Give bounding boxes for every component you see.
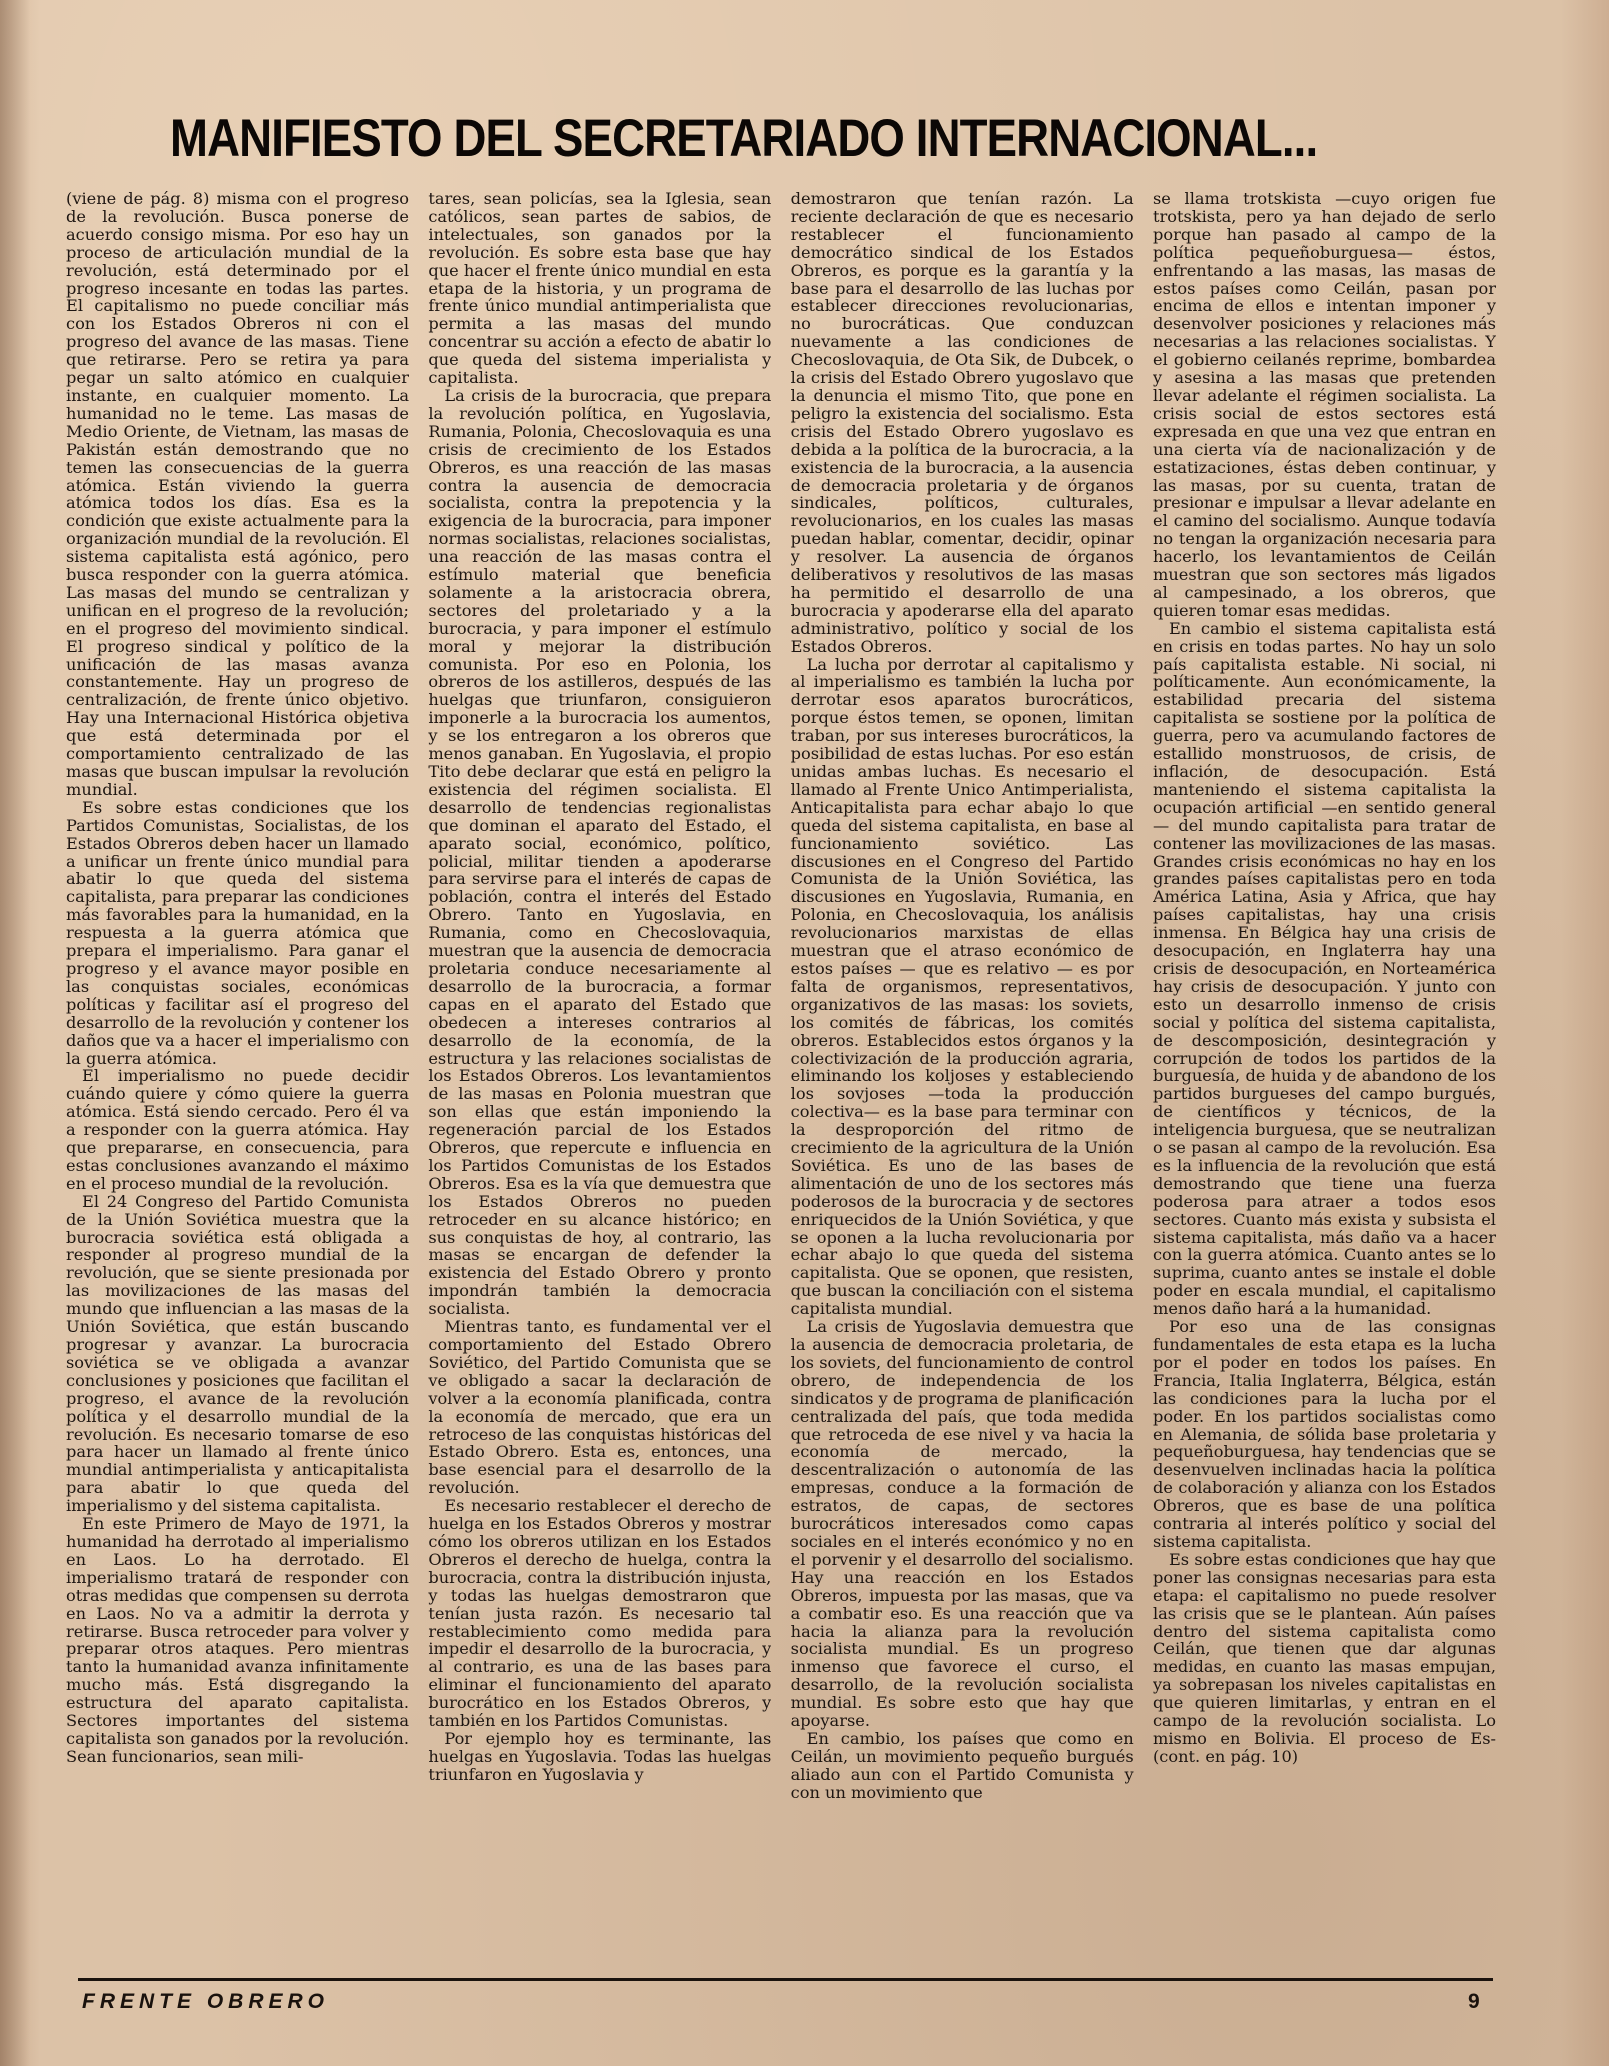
paragraph: En cambio, los países que como en Ceilán, un movimiento pequeño burgués aliado aun con el Partido Comunista y con un movimiento que	[790, 1728, 1134, 1802]
paragraph: El imperialismo no puede decidir cuándo quiere y cómo quiere la guerra atómica. Está siendo cercado. Pero él va a responder con la guerra atómica. Hay que prepararse, en consecuencia, para estas conclusiones avanzando el máximo en el proceso mundial de la revolución.	[66, 1066, 409, 1193]
headline: MANIFIESTO DEL SECRETARIADO INTERNACIONAL...	[170, 109, 1318, 168]
paragraph: Es necesario restablecer el derecho de huelga en los Estados Obreros y mostrar cómo los obreros utilizan en los Estados Obreros el derecho de huelga, contra la burocracia, contra la distribución injusta, y todas las huelgas demostraron que tenían justa razón. Es necesario tal restablecimiento como medida para impedir el desarrollo de la burocracia, y al contrario, es una de las bases para eliminar el funcionamiento del aparato burocrático en los Estados Obreros, y también en los Partidos Comunistas.	[428, 1496, 772, 1731]
page-number: 9	[1468, 1990, 1480, 2013]
paragraph: se llama trotskista —cuyo origen fue trotskista, pero ya han dejado de serlo porque han pasado al campo de la política pequeñoburguesa— éstos, enfrentando a las masas, las masas de estos países como Ceilán, pasan por encima de ellos e intentan imponer y desenvolver posiciones y relaciones más necesarias a las relaciones socialistas. Y el gobierno ceilanés reprime, bombardea y asesina a las masas que pretenden llevar adelante el régimen socialista. La crisis social de estos sectores está expresada en que una vez que entran en una cierta vía de nacionalización y de estatizaciones, éstas deben continuar, y las masas, por su cuenta, tratan de presionar e impulsar a llevar adelante en el camino del socialismo. Aunque todavía no tengan la organización necesaria para hacerlo, los levantamientos de Ceilán muestran que son sectores más ligados al campesinado, a los obreros, que quieren tomar esas medidas.	[1152, 190, 1496, 620]
column-1	[66, 190, 409, 1960]
paragraph: Es sobre estas condiciones que hay que poner las consignas necesarias para esta etapa: el capitalismo no puede resolver las crisis que se le plantean. Aún países dentro del sistema capitalista como Ceilán, que tienen que dar algunas medidas, en cuanto las masas empujan, ya sobrepasan los niveles capitalistas en que quieren limitarlas, y entran en el campo de la revolución socialista. Lo mismo en Bolivia. El proceso de Es- (cont. en pág. 10)	[1152, 1549, 1496, 1766]
footer-rule	[78, 1978, 1493, 1981]
paragraph: Por ejemplo hoy es terminante, las huelgas en Yugoslavia. Todas las huelgas triunfaron en Yugoslavia y	[428, 1728, 772, 1784]
paragraph: La crisis de la burocracia, que prepara la revolución política, en Yugoslavia, Rumania, Polonia, Checoslovaquia es una crisis de crecimiento de los Estados Obreros, es una reacción de las masas contra la ausencia de democracia socialista, contra la prepotencia y la exigencia de la burocracia, para imponer normas socialistas, relaciones socialistas, una reacción de las masas contra el estímulo material que beneficia solamente a la aristocracia obrera, sectores del proletariado y a la burocracia, y para imponer el estímulo moral y mejorar la distribución comunista. Por eso en Polonia, los obreros de los astilleros, después de las huelgas que triunfaron, consiguieron imponerle a la burocracia los aumentos, y se los entregaron a los obreros que menos ganaban. En Yugoslavia, el propio Tito debe declarar que está en peligro la existencia del régimen socialista. El desarrollo de tendencias regionalistas que dominan el aparato del Estado, el aparato social, económico, político, policial, militar tienden a apoderarse para servirse para el interés de capas de población, contra el interés del Estado Obrero. Tanto en Yugoslavia, en Rumania, como en Checoslovaquia, muestran que la ausencia de democracia proletaria conduce necesariamente al desarrollo de la burocracia, a formar capas en el aparato del Estado que obedecen a intereses contrarios al desarrollo de la economía, de la estructura y las relaciones socialistas de los Estados Obreros. Los levantamientos de las masas en Polonia muestran que son ellas que están imponiendo la regeneración parcial de los Estados Obreros, que repercute e influencia en los Partidos Comunistas de los Estados Obreros. Esa es la vía que demuestra que los Estados Obreros no pueden retroceder en su alcance histórico; en sus conquistas de hoy, al contrario, las masas se encargan de defender la existencia del Estado Obrero y pronto impondrán también la democracia socialista.	[428, 385, 772, 1319]
column-4	[1153, 190, 1496, 1960]
paragraph: En cambio el sistema capitalista está en crisis en todas partes. No hay un solo país capitalista estable. Ni social, ni políticamente. Aun económicamente, la estabilidad precaria del sistema capitalista se sostiene por la política de guerra, pero va acumulando factores de estallido monstruosos, de crisis, de inflación, de desocupación. Está manteniendo el sistema capitalista la ocupación artificial —en sentido general— del mundo capitalista para tratar de contener las movilizaciones de las masas. Grandes crisis económicas no hay en los grandes países capitalistas pero en toda América Latina, Asia y Africa, que hay países capitalistas, hay una crisis inmensa. En Bélgica hay una crisis de desocupación, en Inglaterra hay una crisis de desocupación, en Norteamérica hay crisis de desocupación. Y junto con esto un desarrollo inmenso de crisis social y política del sistema capitalista, de descomposición, desintegración y corrupción de todos los partidos de la burguesía, de huida y de abandono de los partidos burgueses del campo burgués, de científicos y técnicos, de la inteligencia burguesa, que se neutralizan o se pasan al campo de la revolución. Esa es la influencia de la revolución que está demostrando que tiene una fuerza poderosa para atraer a todos esos sectores. Cuanto más exista y subsista el sistema capitalista, más daño va a hacer con la guerra atómica. Cuanto antes se lo suprima, cuanto antes se instale el doble poder en escala mundial, el capitalismo menos daño hará a la humanidad.	[1152, 618, 1496, 1319]
paragraph: El 24 Congreso del Partido Comunista de la Unión Soviética muestra que la burocracia soviética está obligada a responder al progreso mundial de la revolución, que se siente presionada por las movilizaciones de las masas del mundo que influencian a las masas de la Unión Soviética, que están buscando progresar y avanzar. La burocracia soviética se ve obligada a avanzar conclusiones y posiciones que facilitan el progreso, el avance de la revolución política y el desarrollo mundial de la revolución. Es necesario tomarse de eso para hacer un llamado al frente único mundial antimperialista y anticapitalista para abatir lo que queda del imperialismo y del sistema capitalista.	[66, 1191, 409, 1516]
paragraph: En este Primero de Mayo de 1971, la humanidad ha derrotado al imperialismo en Laos. Lo ha derrotado. El imperialismo tratará de responder con otras medidas que compensen su derrota en Laos. No va a admitir la derrota y retirarse. Busca retroceder para volver y preparar otros ataques. Pero mientras tanto la humanidad avanza infinitamente mucho más. Está disgregando la estructura del aparato capitalista. Sectores importantes del sistema capitalista son ganados por la revolución. Sean funcionarios, sean mili-	[66, 1514, 409, 1766]
column-2	[428, 190, 771, 1960]
paragraph: Por eso una de las consignas fundamentales de esta etapa es la lucha por el poder en todos los países. En Francia, Italia Inglaterra, Bélgica, están las condiciones para la lucha por el poder. En los partidos socialistas como en Alemania, de sólida base proletaria y pequeñoburguesa, hay tendencias que se desenvuelven inclinadas hacia la política de colaboración y alianza con los Estados Obreros, que es base de una política contraria al interés político y social del sistema capitalista.	[1152, 1317, 1496, 1551]
paragraph: (viene de pág. 8) misma con el progreso de la revolución. Busca ponerse de acuerdo consigo misma. Por eso hay un proceso de articulación mundial de la revolución, está determinado por el progreso incesante en todas las partes. El capitalismo no puede conciliar más con los Estados Obreros ni con el progreso del avance de las masas. Tiene que retirarse. Pero se retira ya para pegar un salto atómico en cualquier instante, en cualquier momento. La humanidad no le teme. Las masas de Medio Oriente, de Vietnam, las masas de Pakistán están demostrando que no temen las consecuencias de la guerra atómica. Están viviendo la guerra atómica todos los días. Esa es la condición que existe actualmente para la organización mundial de la revolución. El sistema capitalista está agónico, pero busca responder con la guerra atómica. Las masas del mundo se centralizan y unifican en el progreso de la revolución; en el progreso del movimiento sindical. El progreso sindical y político de la unificación de las masas avanza constantemente. Hay un progreso de centralización, de frente único objetivo. Hay una Internacional Histórica objetiva que está determinada por el comportamiento centralizado de las masas que buscan impulsar la revolución mundial.	[66, 190, 409, 799]
article-columns	[66, 190, 1496, 1960]
paragraph: demostraron que tenían razón. La reciente declaración de que es necesario restablecer el funcionamiento democrático sindical de los Estados Obreros, es porque es la garantía y la base para el desarrollo de las luchas por establecer direcciones revolucionarias, no burocráticas. Que conduzcan nuevamente a las condiciones de Checoslovaquia, de Ota Sik, de Dubcek, o la crisis del Estado Obrero yugoslavo que la denuncia el mismo Tito, que pone en peligro la existencia del socialismo. Esta crisis del Estado Obrero yugoslavo es debida a la política de la burocracia, a la existencia de la burocracia, a la ausencia de democracia proletaria y de órganos sindicales, políticos, culturales, revolucionarios, en los cuales las masas puedan hablar, comentar, decidir, opinar y resolver. La ausencia de órganos deliberativos y resolutivos de las masas ha permitido el desarrollo de una burocracia y apoderarse ella del aparato administrativo, político y social de los Estados Obreros.	[790, 190, 1134, 656]
paragraph: Es sobre estas condiciones que los Partidos Comunistas, Socialistas, de los Estados Obreros deben hacer un llamado a unificar un frente único mundial para abatir lo que queda del sistema capitalista, para preparar las condiciones más favorables para la humanidad, en la respuesta a la guerra atómica que prepara el imperialismo. Para ganar el progreso y el avance mayor posible en las conquistas sociales, económicas políticas y facilitar así el progreso del desarrollo de la revolución y contener los daños que va a hacer el imperialismo con la guerra atómica.	[66, 797, 409, 1068]
paragraph: Mientras tanto, es fundamental ver el comportamiento del Estado Obrero Soviético, del Partido Comunista que se ve obligado a sacar la declaración de volver a la economía planificada, contra la economía de mercado, que era un retroceso de las conquistas históricas del Estado Obrero. Esta es, entonces, una base esencial para el desarrollo de la revolución.	[428, 1317, 772, 1498]
paragraph: La lucha por derrotar al capitalismo y al imperialismo es también la lucha por derrotar esos aparatos burocráticos, porque éstos temen, se oponen, limitan traban, por sus intereses burocráticos, la posibilidad de estas luchas. Por eso están unidas ambas luchas. Es necesario el llamado al Frente Unico Antimperialista, Anticapitalista para echar abajo lo que queda del sistema capitalista, en base al funcionamiento soviético. Las discusiones en el Congreso del Partido Comunista de la Unión Soviética, las discusiones en Yugoslavia, Rumania, en Polonia, en Checoslovaquia, los análisis revolucionarios marxistas de ellas muestran que el atraso económico de estos países — que es relativo — es por falta de organismos, representativos, organizativos de las masas: los soviets, los comités de fábricas, los comités obreros. Establecidos estos órganos y la colectivización de la producción agraria, eliminando los koljoses y estableciendo los sovjoses —toda la producción colectiva— es la base para terminar con la desproporción del ritmo de crecimiento de la agricultura de la Unión Soviética. Es uno de las bases de alimentación de uno de los sectores más poderosos de la burocracia y de sectores enriquecidos de la Unión Soviética, y que se oponen a la lucha revolucionaria por echar abajo lo que queda del sistema capitalista. Que se oponen, que resisten, que buscan la conciliación con el sistema capitalista mundial.	[790, 654, 1134, 1319]
paragraph: La crisis de Yugoslavia demuestra que la ausencia de democracia proletaria, de los soviets, del funcionamiento de control obrero, de independencia de los sindicatos y de programa de planificación centralizada del país, que toda medida que retroceda de ese nivel y va hacia la economía de mercado, la descentralización o autonomía de las empresas, conduce a la formación de estratos, de capas, de sectores burocráticos interesados como capas sociales en el interés económico y no en el porvenir y el desarrollo del socialismo. Hay una reacción en los Estados Obreros, impuesta por las masas, que va a combatir eso. Es una reacción que va hacia la alianza para la revolución socialista mundial. Es un progreso inmenso que favorece el curso, el desarrollo, de la revolución socialista mundial. Es sobre esto que hay que apoyarse.	[790, 1317, 1134, 1731]
paragraph: tares, sean policías, sea la Iglesia, sean católicos, sean partes de sabios, de intelectuales, son ganados por la revolución. Es sobre esta base que hay que hacer el frente único mundial en esta etapa de la historia, y un programa de frente único mundial antimperialista que permita a las masas del mundo concentrar su acción a efecto de abatir lo que queda del sistema imperialista y capitalista.	[428, 190, 772, 388]
publication-name: FRENTE OBRERO	[82, 1990, 330, 2013]
page-fold-shadow	[0, 0, 30, 2066]
column-3	[791, 190, 1134, 1960]
